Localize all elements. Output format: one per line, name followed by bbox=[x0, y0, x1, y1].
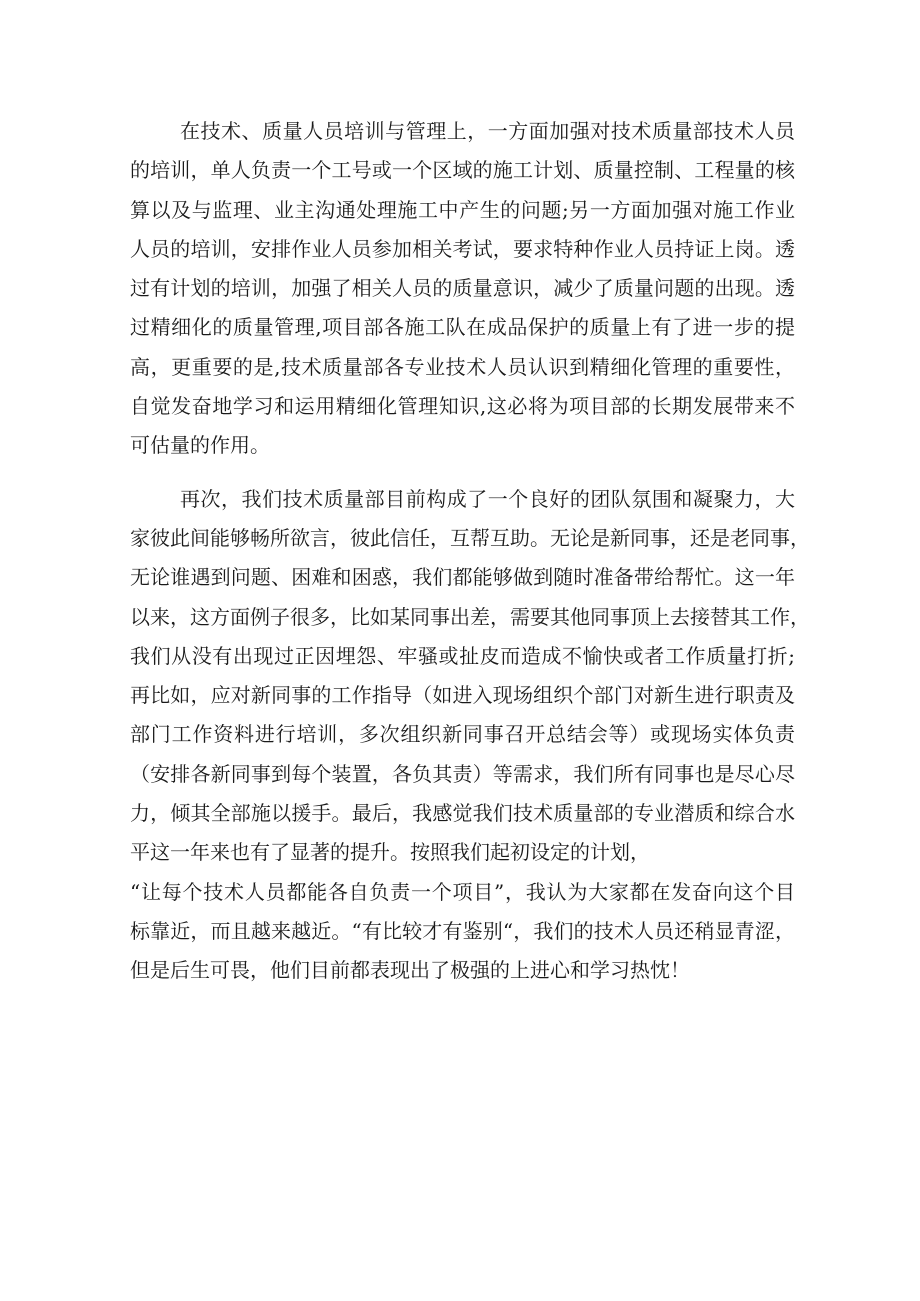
paragraph-line: 家彼此间能够畅所欲言，彼此信任，互帮互助。无论是新同事，还是老同事， bbox=[130, 525, 810, 550]
paragraph-line: （安排各新同事到每个装置，各负其责）等需求，我们所有同事也是尽心尽 bbox=[130, 761, 795, 786]
paragraph-line: 力，倾其全部施以援手。最后，我感觉我们技术质量部的专业潜质和综合水 bbox=[130, 801, 795, 826]
paragraph-line: 再比如，应对新同事的工作指导（如进入现场组织个部门对新生进行职责及 bbox=[130, 683, 795, 708]
paragraph-line: 自觉发奋地学习和运用精细化管理知识,这必将为项目部的长期发展带来不 bbox=[130, 394, 795, 419]
paragraph-team bbox=[130, 480, 810, 991]
paragraph-line: 我们从没有出现过正因埋怨、牢骚或扯皮而造成不愉快或者工作质量打折; bbox=[130, 643, 795, 668]
paragraph-line: 的培训，单人负责一个工号或一个区域的施工计划、质量控制、工程量的核 bbox=[130, 158, 795, 183]
paragraph-training bbox=[130, 112, 795, 466]
paragraph-line: 过精细化的质量管理,项目部各施工队在成品保护的质量上有了进一步的提 bbox=[130, 315, 795, 340]
paragraph-line: 人员的培训，安排作业人员参加相关考试，要求特种作业人员持证上岗。透 bbox=[130, 236, 795, 261]
paragraph-line: 部门工作资料进行培训，多次组织新同事召开总结会等）或现场实体负责 bbox=[130, 722, 795, 747]
paragraph-line: 平这一年来也有了显著的提升。按照我们起初设定的计划， bbox=[130, 840, 650, 865]
paragraph-gap bbox=[130, 466, 795, 480]
paragraph-line: 标靠近，而且越来越近。“有比较才有鉴别“，我们的技术人员还稍显青涩， bbox=[130, 918, 795, 943]
paragraph-line: 以来，这方面例子很多，比如某同事出差，需要其他同事顶上去接替其工作， bbox=[130, 604, 810, 629]
paragraph-line: 在技术、质量人员培训与管理上，一方面加强对技术质量部技术人员 bbox=[180, 119, 795, 143]
paragraph-line: “让每个技术人员都能各自负责一个项目”，我认为大家都在发奋向这个目 bbox=[130, 879, 795, 904]
document-body bbox=[130, 112, 810, 991]
paragraph-line: 高，更重要的是,技术质量部各专业技术人员认识到精细化管理的重要性， bbox=[130, 354, 795, 379]
paragraph-line: 可估量的作用。 bbox=[130, 433, 270, 458]
paragraph-line: 过有计划的培训，加强了相关人员的质量意识，减少了质量问题的出现。透 bbox=[130, 276, 795, 301]
paragraph-line: 无论谁遇到问题、困难和困惑，我们都能够做到随时准备带给帮忙。这一年 bbox=[130, 565, 795, 590]
paragraph-line: 但是后生可畏，他们目前都表现出了极强的上进心和学习热忱！ bbox=[130, 958, 690, 983]
paragraph-line: 算以及与监理、业主沟通处理施工中产生的问题;另一方面加强对施工作业 bbox=[130, 197, 795, 222]
paragraph-line: 再次，我们技术质量部目前构成了一个良好的团队氛围和凝聚力，大 bbox=[180, 486, 795, 511]
